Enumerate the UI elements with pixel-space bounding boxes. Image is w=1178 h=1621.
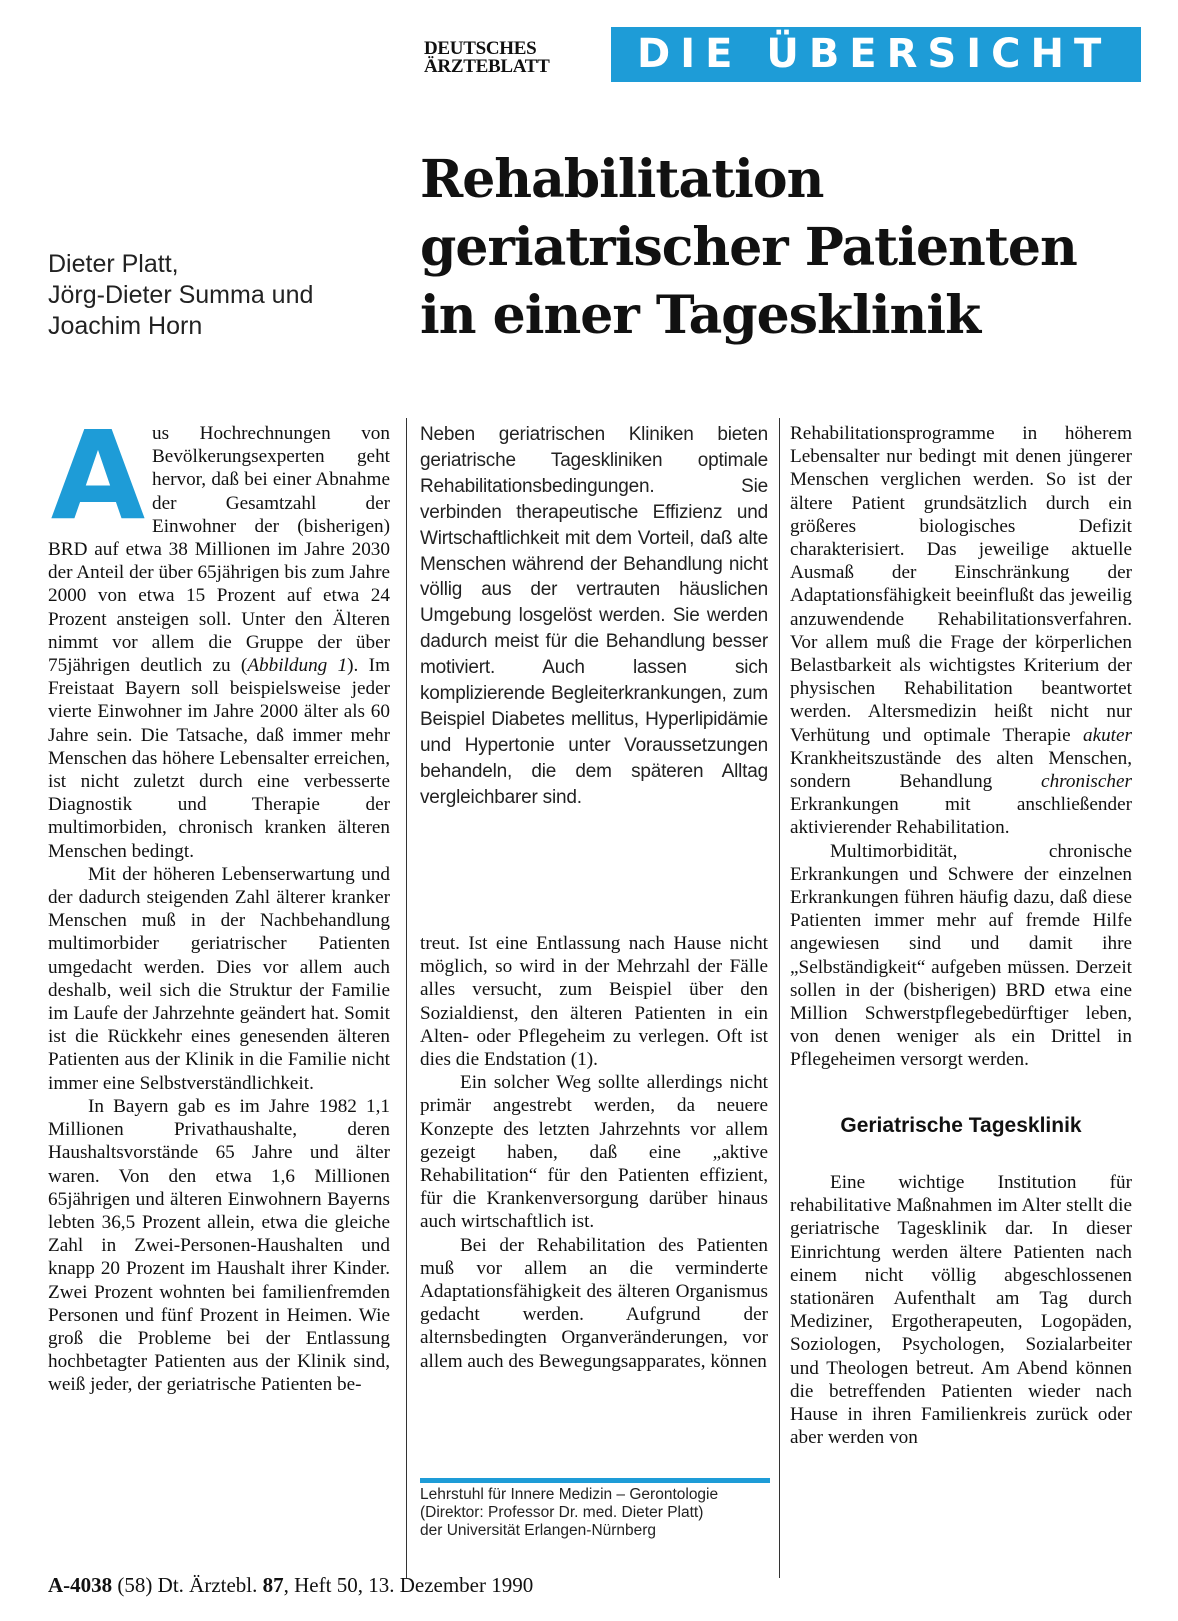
paragraph: Mit der höheren Lebenserwartung und der dadurch steigenden Zahl älterer kranker Menschen muß in der Nachbehandlung multimorbider geriatrischer Patienten umgedacht werden. Dies vor allem auch deshalb, weil sich die Struktur der Familie im Laufe der Jahrzehnte geändert hat. Somit ist die Rückkehr eines genesenden älteren Patienten aus der Klinik in die Familie nicht immer eine Selbstverständlichkeit. xyxy=(48,863,390,1094)
paragraph-text: Krankheitszustände des alten Menschen, sondern Behandlung xyxy=(790,747,1132,793)
column-divider-2 xyxy=(779,418,780,1578)
paragraph: In Bayern gab es im Jahre 1982 1,1 Millionen Privathaushalte, deren Haushaltsvorstände 65 Jahre und älter waren. Von den etwa 1,6 Millionen 65jährigen und älteren Einwohnern Bayerns lebten 36,5 Prozent allein, etwa die gleiche Zahl in Zwei-Personen-Haushalten und knapp 20 Prozent im Haushalt ihrer Kinder. Zwei Prozent wohnten bei familienfremden Personen und fünf Prozent in Heimen. Wie groß die Probleme bei der Entlassung hochbetagter Patienten aus der Klinik sind, weiß jeder, der geriatrische Patienten be- xyxy=(48,1095,390,1396)
paragraph xyxy=(790,422,1132,840)
page-number: A-4038 xyxy=(48,1573,113,1597)
paragraph xyxy=(48,405,390,863)
masthead-line-1: DEUTSCHES xyxy=(424,38,537,59)
paragraph-text: Rehabilitationsprogramme in höherem Lebensalter nur bedingt mit denen jüngerer Menschen verglichen werden. So ist der ältere Patient grundsätzlich durch ein größeres biologisches Defizit charakterisiert. Das jeweilige aktuelle Ausmaß der Einschränkung der Adaptationsfähigkeit beeinflußt das jeweilig anzuwendende Rehabilitationsverfahren. Vor allem muß die Frage der körperlichen Belastbarkeit als wichtigstes Kriterium der physischen Rehabilitation beantwortet werden. Altersmedizin heißt nicht nur Verhütung und optimale Therapie xyxy=(790,423,1132,746)
page-footer xyxy=(48,1573,533,1598)
title-line-3: in einer Tagesklinik xyxy=(420,285,981,346)
title-line-2: geriatrischer Patienten xyxy=(420,217,1077,278)
journal-masthead xyxy=(424,40,549,76)
footnote-line-3: der Universität Erlangen-Nürnberg xyxy=(420,1522,657,1539)
footer-citation: (58) Dt. Ärztebl. xyxy=(112,1573,263,1597)
figure-reference: Abbildung 1 xyxy=(247,655,348,677)
masthead-line-2: ÄRZTEBLATT xyxy=(424,56,550,77)
emphasis: akuter xyxy=(1082,724,1132,746)
section-heading: Geriatrische Tagesklinik xyxy=(840,1113,1082,1137)
paragraph: Bei der Rehabilitation des Patienten muß vor allem an die verminderte Adaptationsfähigkeit des älteren Organismus gedacht werden. Aufgrund der alternsbedingten Organveränderungen, vor allem auch des Bewegungsapparates, können xyxy=(420,1234,768,1372)
section-banner: DIE ÜBERSICHT xyxy=(611,27,1141,82)
paragraph: Multimorbidität, chronische Erkrankungen und Schwere der einzelnen Erkrankungen führen häufig dazu, daß diese Patienten immer mehr auf fremde Hilfe angewiesen sind und damit ihre „Selbständigkeit“ aufgeben müssen. Derzeit sollen in der (bisherigen) BRD etwa eine Million Schwerstpflegebedürftiger leben, von denen weniger als ein Drittel in Pflegeheimen versorgt werden. xyxy=(790,840,1132,1071)
emphasis: chronischer xyxy=(1041,771,1132,793)
footnote-line-1: Lehrstuhl für Innere Medizin – Gerontologie xyxy=(420,1486,719,1503)
affiliation-footnote xyxy=(420,1486,780,1540)
text-column-2 xyxy=(420,932,768,1373)
drop-cap: A xyxy=(50,405,146,547)
paragraph: Ein solcher Weg sollte allerdings nicht primär angestrebt werden, da neuere Konzepte des letzten Jahrzehnts vor allem gezeigt haben, daß eine „aktive Rehabilitation“ für den Patienten effizient, für die Krankenversorgung darüber hinaus auch wirtschaftlich ist. xyxy=(420,1072,768,1233)
footnote-line-2: (Direktor: Professor Dr. med. Dieter Platt) xyxy=(420,1504,704,1521)
column-divider-1 xyxy=(406,418,407,1578)
article-title xyxy=(420,146,1077,350)
intro-text xyxy=(420,422,768,811)
paragraph: Neben geriatrischen Kliniken bieten geriatrische Tageskliniken optimale Rehabilitationsbedingungen. Sie verbinden therapeutische Effizienz und Wirtschaftlichkeit mit dem Vorteil, daß alte Menschen während der Behandlung nicht völlig aus der vertrauten häuslichen Umgebung losgelöst werden. Sie werden dadurch meist für die Behandlung besser motiviert. Auch lassen sich komplizierende Begleiterkrankungen, zum Beispiel Diabetes mellitus, Hyperlipidämie und Hypertonie unter Voraussetzungen behandeln, die dem späteren Alltag vergleichbarer sind. xyxy=(420,424,768,808)
footnote-rule xyxy=(420,1478,770,1483)
author-line-3: Joachim Horn xyxy=(48,312,203,340)
paragraph: treut. Ist eine Entlassung nach Hause nicht möglich, so wird in der Mehrzahl der Fälle alles versucht, zum Beispiel über den Sozialdienst, den älteren Patienten in ein Alten- oder Pflegeheim zu verlegen. Oft ist dies die Endstation (1). xyxy=(420,933,768,1071)
footer-citation-end: , Heft 50, 13. Dezember 1990 xyxy=(283,1573,534,1597)
paragraph-text: ). Im Freistaat Bayern soll beispielsweise jeder vierte Einwohner im Jahre 2000 älter als 60 Jahre sein. Die Tatsache, daß immer mehr Menschen das höhere Lebensalter erreichen, ist nicht zuletzt durch eine verbesserte Diagnostik und Therapie der multimorbiden, chronisch kranken älteren Menschen bedingt. xyxy=(48,655,390,862)
title-line-1: Rehabilitation xyxy=(420,149,824,210)
paragraph-text: Erkrankungen mit anschließender aktivierender Rehabilitation. xyxy=(790,794,1132,839)
author-line-1: Dieter Platt, xyxy=(48,250,179,278)
paragraph: Eine wichtige Institution für rehabilitative Maßnahmen im Alter stellt die geriatrische Tagesklinik dar. In dieser Einrichtung werden ältere Patienten nach einem nicht völlig abgeschlossenen stationären Aufenthalt am Tag durch Mediziner, Ergotherapeuten, Logopäden, Soziologen, Psychologen, Sozialarbeiter und Theologen betreut. Am Abend können die betreffenden Patienten wieder nach Hause in ihren Familienkreis zurück oder aber werden von xyxy=(790,1171,1132,1449)
article-authors xyxy=(48,249,313,342)
author-line-2: Jörg-Dieter Summa und xyxy=(48,281,314,309)
paragraph-text: us Hochrechnungen von Bevölkerungsexperten geht hervor, daß bei einer Abnahme der Gesamtzahl der Einwohner der (bisherigen) BRD auf etwa 38 Millionen im Jahre 2030 der Anteil der über 65jährigen bis zum Jahre 2000 von etwa 15 Prozent auf etwa 24 Prozent ansteigen soll. Unter den Älteren nimmt vor allem die Gruppe der über 75jährigen deutlich zu ( xyxy=(48,423,390,677)
text-column-3 xyxy=(790,422,1132,1449)
text-column-1 xyxy=(48,405,390,1397)
volume-number: 87 xyxy=(262,1573,284,1597)
